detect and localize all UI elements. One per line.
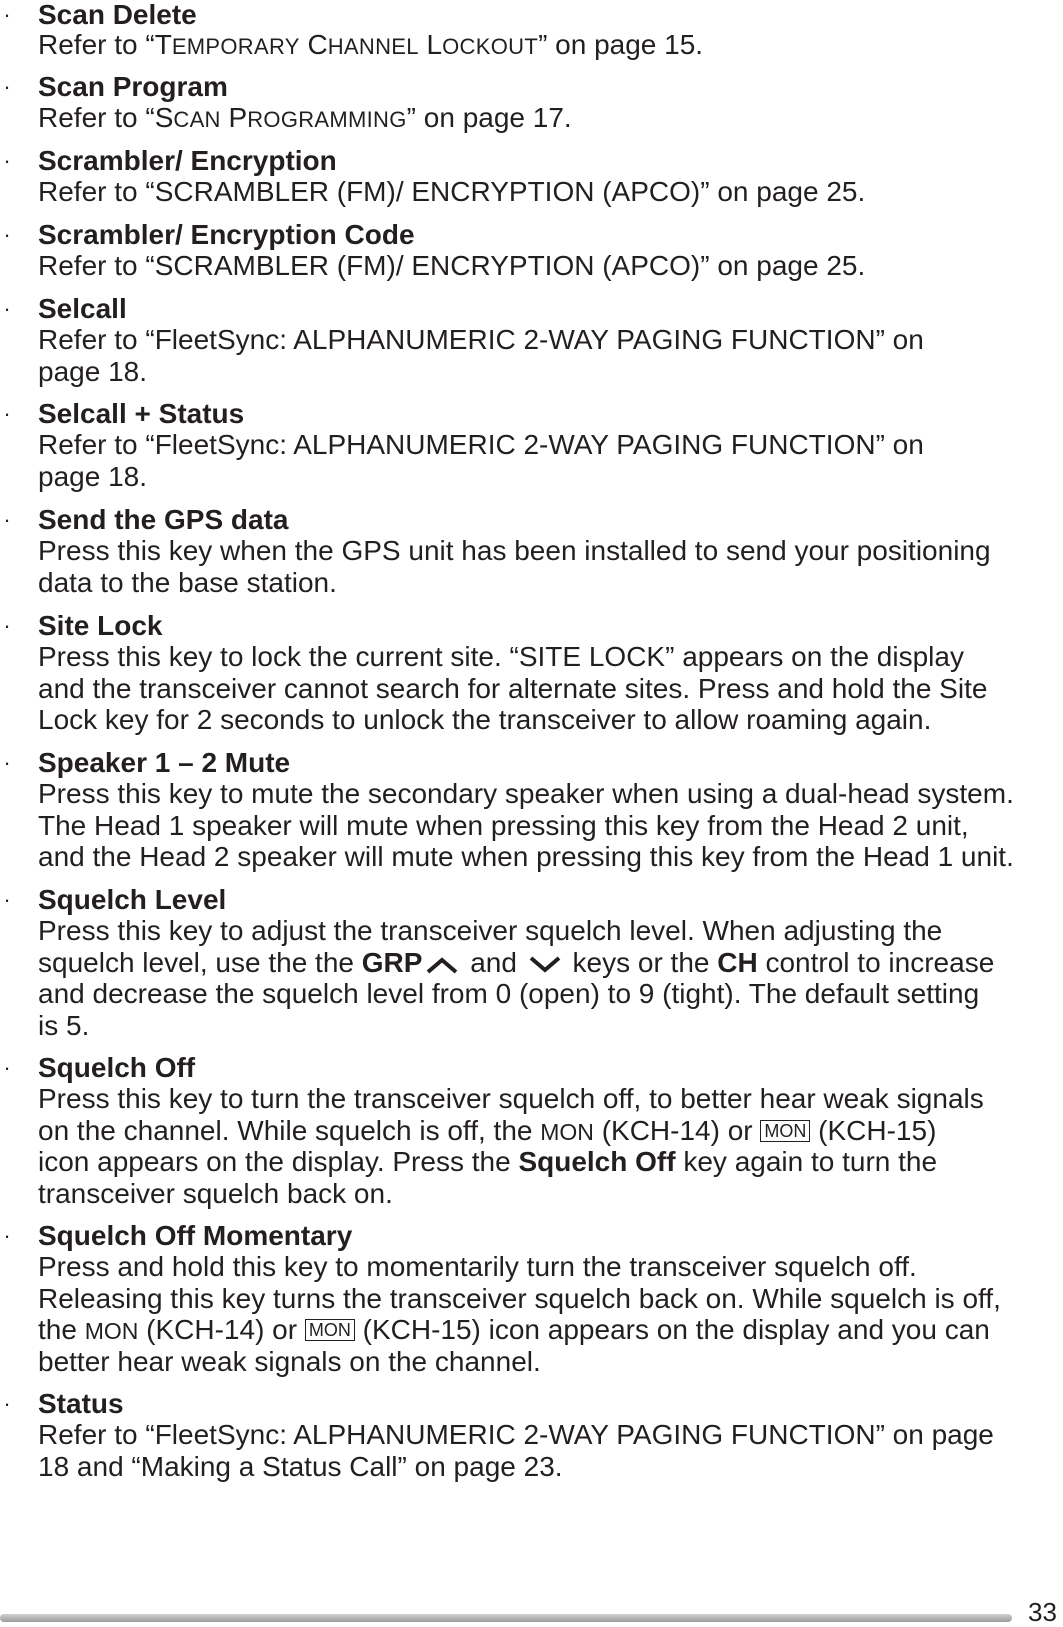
- mon-boxed-icon: MON: [760, 1120, 810, 1142]
- mon-icon: MON: [540, 1119, 594, 1145]
- entry-text: 18 and “Making a Status Call” on page 23.: [38, 1451, 563, 1482]
- entry-text: The Head 1 speaker will mute when pressing this key from the Head 2 unit,: [38, 810, 969, 841]
- entry-title: Squelch Off: [38, 1052, 196, 1083]
- bullet: ·: [3, 887, 11, 912]
- bullet: ·: [3, 74, 11, 99]
- footer-rule: [0, 1614, 1012, 1622]
- entry-text: and the transceiver cannot search for alternate sites. Press and hold the Site: [38, 673, 988, 704]
- entry-text: Refer to “FleetSync: ALPHANUMERIC 2-WAY PAGING FUNCTION” on: [38, 429, 924, 460]
- entry-text: Press this key to turn the transceiver squelch off, to better hear weak signals: [38, 1083, 984, 1114]
- entry-text: icon appears on the display. Press the Squelch Off key again to turn the: [38, 1146, 938, 1177]
- entry-text: better hear weak signals on the channel.: [38, 1346, 541, 1377]
- entry-text: page 18.: [38, 356, 147, 387]
- entry-text: Press this key to adjust the transceiver squelch level. When adjusting the: [38, 915, 943, 946]
- entry-text: Refer to “FleetSync: ALPHANUMERIC 2-WAY PAGING FUNCTION” on page: [38, 1419, 994, 1450]
- entry-title: Site Lock: [38, 610, 163, 641]
- entry-title: Scrambler/ Encryption Code: [38, 219, 415, 250]
- bullet: ·: [3, 1391, 11, 1416]
- entry-text: Press this key to lock the current site. “SITE LOCK” appears on the display: [38, 641, 964, 672]
- mon-boxed-icon: MON: [305, 1319, 355, 1341]
- entry-title: Scan Delete: [38, 0, 197, 30]
- entry-title: Speaker 1 – 2 Mute: [38, 747, 291, 778]
- bullet: ·: [3, 750, 11, 775]
- entry-text: on the channel. While squelch is off, the MON (KCH-14) or MON (KCH-15): [38, 1115, 937, 1146]
- mon-icon: MON: [84, 1318, 139, 1344]
- entry-text: Releasing this key turns the transceiver squelch back on. While squelch is off,: [38, 1283, 1001, 1314]
- entry-text: data to the base station.: [38, 567, 337, 598]
- bullet: ·: [3, 148, 11, 173]
- entry-text: Press and hold this key to momentarily turn the transceiver squelch off.: [38, 1251, 917, 1282]
- bullet: ·: [3, 507, 11, 532]
- entry-title: Squelch Level: [38, 884, 227, 915]
- bullet: ·: [3, 296, 11, 321]
- entry-title: Squelch Off Momentary: [38, 1220, 353, 1251]
- entry-title: Scrambler/ Encryption: [38, 145, 337, 176]
- entry-text: transceiver squelch back on.: [38, 1178, 393, 1209]
- bullet: ·: [3, 401, 11, 426]
- entry-text: Refer to “SCAN PROGRAMMING” on page 17.: [38, 102, 572, 133]
- page-number: 33: [1028, 1597, 1057, 1627]
- entry-text: squelch level, use the the GRP and keys or the CH control to increase: [38, 947, 995, 978]
- chevron-down-icon: [525, 954, 565, 976]
- bullet: ·: [3, 613, 11, 638]
- bullet: ·: [3, 1223, 11, 1248]
- entry-text: Press this key when the GPS unit has been installed to send your positioning: [38, 535, 991, 566]
- entry-text: page 18.: [38, 461, 147, 492]
- entry-text: and the Head 2 speaker will mute when pressing this key from the Head 1 unit.: [38, 841, 1014, 872]
- entry-text: Refer to “TEMPORARY CHANNEL LOCKOUT” on page 15.: [38, 29, 704, 60]
- entry-title: Scan Program: [38, 71, 228, 102]
- entry-text: the MON (KCH-14) or MON (KCH-15) icon appears on the display and you can: [38, 1314, 990, 1345]
- entry-text: is 5.: [38, 1010, 90, 1041]
- entry-text: Refer to “SCRAMBLER (FM)/ ENCRYPTION (APCO)” on page 25.: [38, 176, 866, 207]
- chevron-up-icon: [422, 954, 462, 976]
- entry-text: Lock key for 2 seconds to unlock the transceiver to allow roaming again.: [38, 704, 932, 735]
- entry-text: Refer to “SCRAMBLER (FM)/ ENCRYPTION (APCO)” on page 25.: [38, 250, 866, 281]
- bullet: ·: [3, 222, 11, 247]
- entry-title: Selcall: [38, 293, 127, 324]
- entry-title: Status: [38, 1388, 124, 1419]
- bullet: ·: [3, 1055, 11, 1080]
- entry-text: and decrease the squelch level from 0 (open) to 9 (tight). The default setting: [38, 978, 980, 1009]
- entry-title: Send the GPS data: [38, 504, 289, 535]
- bullet: ·: [3, 2, 11, 27]
- entry-title: Selcall + Status: [38, 398, 245, 429]
- entry-text: Refer to “FleetSync: ALPHANUMERIC 2-WAY PAGING FUNCTION” on: [38, 324, 924, 355]
- entry-text: Press this key to mute the secondary speaker when using a dual-head system.: [38, 778, 1014, 809]
